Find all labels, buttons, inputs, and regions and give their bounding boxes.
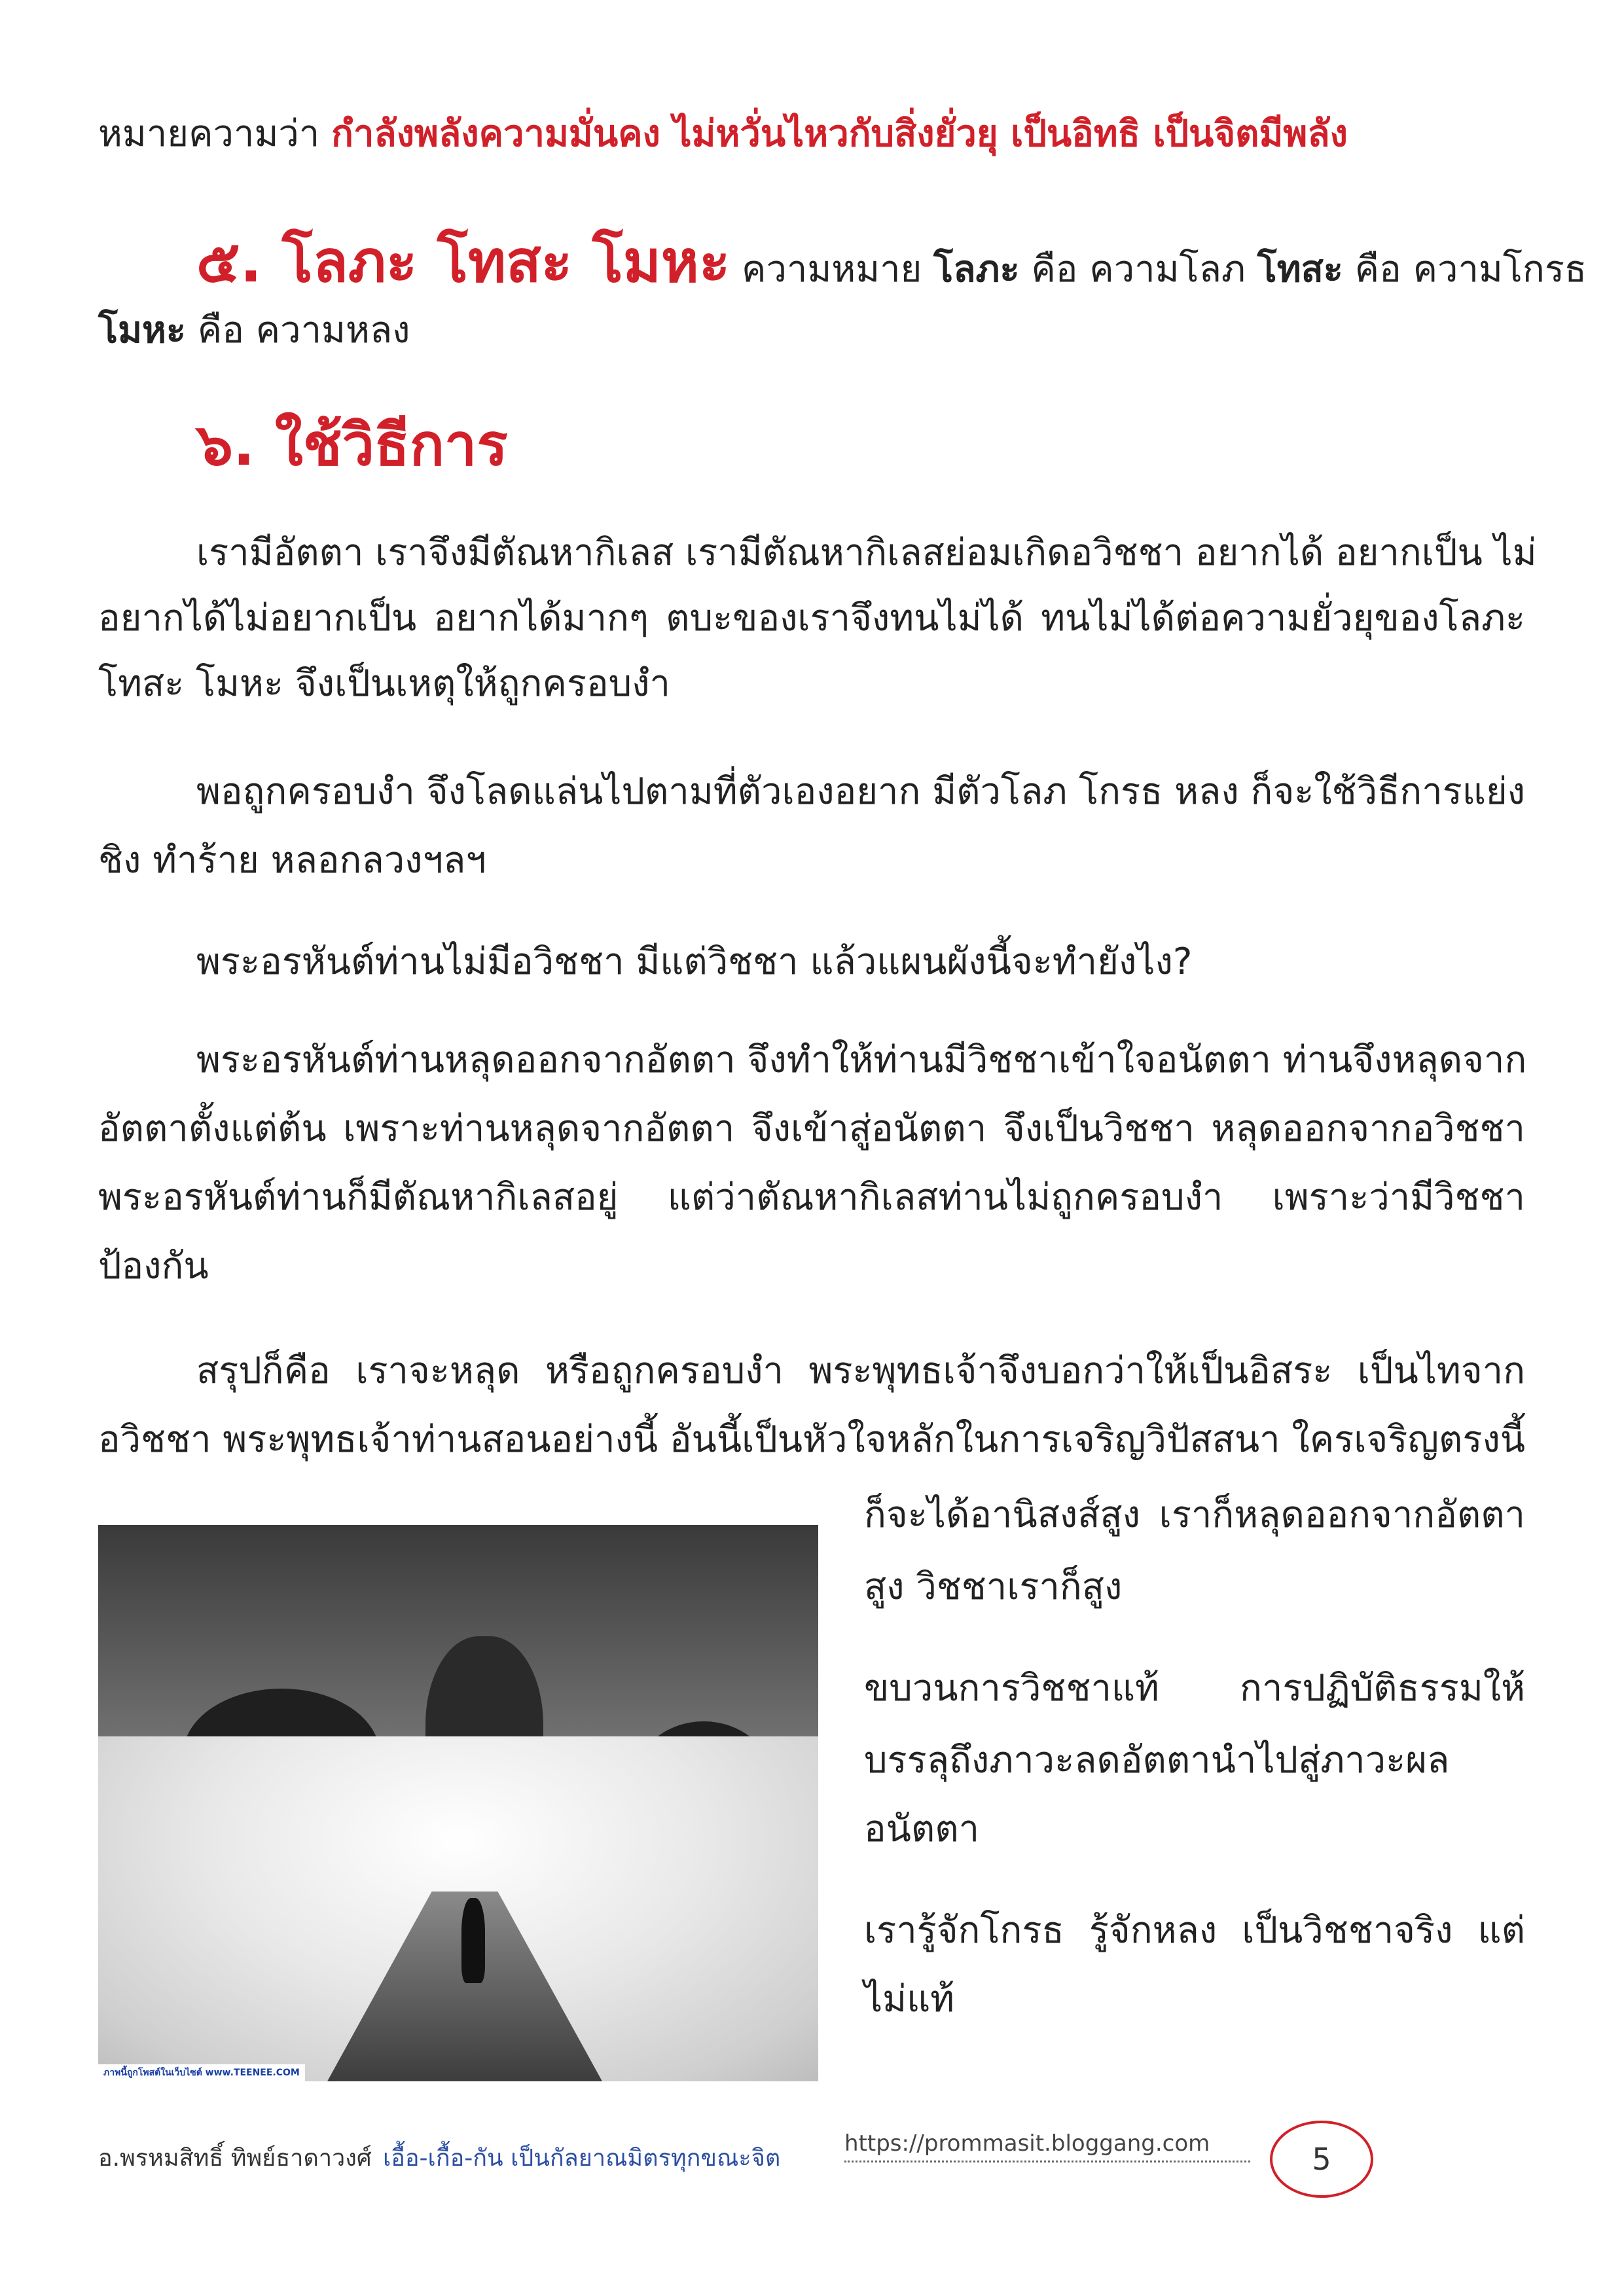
p1-line1: เรามีอัตตา เราจึงมีตัณหากิเลส เรามีตัณหากิเลสย่อมเกิดอวิชชา อยากได้ อยากเป็น ไม่ [196,531,1537,574]
section5-text2: คือ ความโลภ [1019,248,1257,291]
photo-watermark: ภาพนี้ถูกโพสต์ในเว็บไซต์ www.TEENEE.COM [98,2064,305,2081]
p1-line2: อยากได้ไม่อยากเป็น อยากได้มากๆ ตบะของเราจึงทนไม่ได้ ทนไม่ได้ต่อความยั่วยุของโลภะ [98,597,1525,639]
section6-heading: ๖. ใช้วิธีการ [196,411,508,478]
section5-bold3: โมหะ [98,309,186,351]
page-number: 5 [1270,2121,1373,2198]
p4-line2: อัตตาตั้งแต่ต้น เพราะท่านหลุดจากอัตตา จึงเข้าสู่อนัตตา จึงเป็นวิชชา หลุดออกจากอวิชชา [98,1107,1525,1150]
p4-line1: พระอรหันต์ท่านหลุดออกจากอัตตา จึงทำให้ท่านมีวิชชาเข้าใจอนัตตา ท่านจึงหลุดจาก [196,1039,1527,1081]
photo-monk-figure [461,1898,485,1983]
p4-line4: ป้องกัน [98,1245,209,1287]
section5-line1 [98,226,1587,306]
footer-author: อ.พรหมสิทธิ์ ทิพย์ธาดาวงศ์ [98,2145,372,2172]
p6-line3: อนัตตา [864,1808,980,1850]
p5-line2: อวิชชา พระพุทธเจ้าท่านสอนอย่างนี้ อันนี้เป็นหัวใจหลักในการเจริญวิปัสสนา ใครเจริญตรงนี้ [98,1418,1526,1461]
p5-line3: ก็จะได้อานิสงส์สูง เราก็หลุดออกจากอัตตา [864,1494,1525,1536]
p2-line2: ชิง ทำร้าย หลอกลวงฯลฯ [98,839,486,882]
section5-text3: คือ ความโกรธ [1343,248,1587,291]
meaning-prefix: หมายความว่า [98,113,332,155]
p4-line3: พระอรหันต์ท่านก็มีตัณหากิเลสอยู่ แต่ว่าตัณหากิเลสท่านไม่ถูกครอบงำ เพราะว่ามีวิชชา [98,1176,1525,1219]
footer-tagline: เอื้อ-เกื้อ-กัน เป็นกัลยาณมิตรทุกขณะจิต [383,2145,781,2172]
meaning-paragraph [98,101,1525,167]
p6-line2: บรรลุถึงภาวะลดอัตตานำไปสู่ภาวะผล [864,1739,1450,1782]
section5-text1: ความหมาย [730,248,934,291]
section5-bold2: โทสะ [1257,248,1343,291]
p6-line1: ขบวนการวิชชาแท้ การปฏิบัติธรรมให้ [864,1667,1525,1710]
p1-line3: โทสะ โมหะ จึงเป็นเหตุให้ถูกครอบงำ [98,662,670,705]
section6-heading-line [98,406,1525,492]
section5-heading: ๕. โลภะ โทสะ โมหะ [196,228,731,295]
buddha-fog-photo [98,1525,818,2081]
p3-line1: พระอรหันต์ท่านไม่มีอวิชชา มีแต่วิชชา แล้วแผนผังนี้จะทำยังไง? [196,941,1193,983]
section5-line2 [98,298,1525,363]
p5-line4: สูง วิชชาเราก็สูง [864,1566,1123,1608]
section5-bold1: โลภะ [933,248,1020,291]
p7-line2: ไม่แท้ [864,1978,955,2020]
section5-text4: คือ ความหลง [185,309,410,351]
p7-line1: เรารู้จักโกรธ รู้จักหลง เป็นวิชชาจริง แต่ [864,1909,1525,1952]
footer-url-link[interactable]: https://prommasit.bloggang.com [844,2130,1250,2162]
p5-line1: สรุปก็คือ เราจะหลุด หรือถูกครอบงำ พระพุทธเจ้าจึงบอกว่าให้เป็นอิสระ เป็นไทจาก [196,1350,1525,1392]
p2-line1: พอถูกครอบงำ จึงโลดแล่นไปตามที่ตัวเองอยาก มีตัวโลภ โกรธ หลง ก็จะใช้วิธีการแย่ง [196,770,1525,813]
meaning-highlight: กำลังพลังความมั่นคง ไม่หวั่นไหวกับสิ่งยั่วยุ เป็นอิทธิ เป็นจิตมีพลัง [331,113,1348,155]
